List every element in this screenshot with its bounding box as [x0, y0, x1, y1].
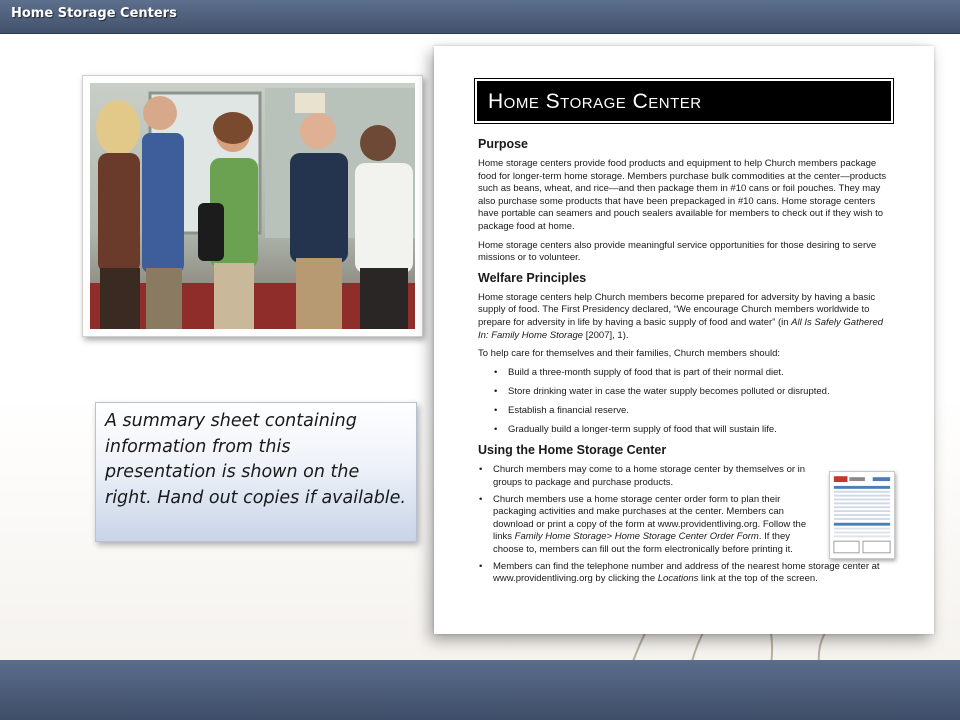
- doc-header-title: Home Storage Center: [488, 90, 702, 113]
- caption-box: [95, 402, 417, 542]
- welfare-bullet-list: [478, 367, 892, 437]
- list-item: [478, 561, 892, 586]
- purpose-paragraph-1: Home storage centers provide food products and equipment to help Church members package food for longer-term home storage. Members purchase bulk commodities at the center—products such as beans, wheat, and rice—and then package them in #10 cans or foil pouches. They may also purchase some products that have been prepackaged in #10 cans. Home storage centers have portable can seamers and pouch sealers available for members to check out if they wish to package food at home.: [478, 158, 887, 232]
- list-item-text: Church members use a home storage center order form to plan their packaging activities and make purchases at the center. Members can download or print a copy of the form at www.providentliving.org. Follow the links: [493, 493, 807, 543]
- purpose-paragraph-2: Home storage centers also provide meaningful service opportunities for those desiring to serve missions or to volunteer.: [478, 239, 877, 264]
- list-item: [478, 464, 813, 489]
- bullet-icon: •: [479, 464, 483, 476]
- using-bullet-list: [478, 464, 880, 585]
- order-form-thumbnail: [829, 471, 895, 559]
- list-item-text: Build a three-month supply of food that is part of their normal diet.: [508, 366, 784, 378]
- list-item: [478, 367, 892, 380]
- doc-header: [475, 79, 893, 123]
- list-item-text-end: link at the top of the screen.: [698, 573, 818, 585]
- title-bar: [0, 0, 960, 34]
- list-item-text: Establish a financial reserve.: [508, 405, 629, 417]
- list-item-text: Members can find the telephone number and address of the nearest home storage center at www.providentliving.org by clicking the: [493, 560, 880, 585]
- welfare-heading: Welfare Principles: [478, 270, 587, 285]
- welfare-paragraph-2: To help care for themselves and their families, Church members should:: [478, 348, 781, 360]
- list-item: [478, 494, 813, 557]
- welfare-p1-citation: All Is Safely Gathered In: Family Home Storage: [478, 316, 884, 341]
- list-item-text: Gradually build a longer-term supply of food that will sustain life.: [508, 424, 777, 436]
- list-item: [478, 405, 892, 418]
- bullet-icon: •: [479, 493, 483, 505]
- people-meeting-photo: [90, 83, 415, 329]
- welfare-paragraph-1: [478, 292, 892, 342]
- photo-frame: [82, 75, 423, 337]
- bullet-icon: •: [494, 385, 498, 397]
- welfare-p1-text-end: [2007], 1).: [583, 329, 629, 341]
- list-item: [478, 386, 892, 399]
- list-item: [478, 424, 892, 437]
- caption-text: A summary sheet containing information from this presentation is shown on the right. Hand out copies if available.: [105, 411, 406, 508]
- bullet-icon: •: [494, 405, 498, 417]
- list-item-text: Church members may come to a home storage center by themselves or in groups to package and purchase products.: [493, 464, 806, 489]
- purpose-heading: Purpose: [478, 137, 529, 151]
- using-heading: Using the Home Storage Center: [478, 443, 667, 458]
- footer-bar: [0, 660, 960, 720]
- list-item-text-end: . If they choose to, members can fill out the form electronically before printing it.: [493, 531, 793, 556]
- order-form-link-text: Family Home Storage> Home Storage Center Order Form: [514, 531, 759, 543]
- bullet-icon: •: [494, 366, 498, 378]
- list-item-text: Store drinking water in case the water supply becomes polluted or disrupted.: [508, 385, 830, 397]
- bullet-icon: •: [479, 560, 483, 572]
- slide-title: Home Storage Centers: [11, 6, 177, 21]
- welfare-p1-text: Home storage centers help Church members become prepared for adversity by having a basic supply of food. The First Presidency declared, “We encourage Church members worldwide to prepare for adversity in life by having a basic supply of food and water” (in: [478, 291, 876, 328]
- bullet-icon: •: [494, 424, 498, 436]
- locations-link-text: Locations: [657, 573, 699, 585]
- summary-sheet: [434, 46, 934, 634]
